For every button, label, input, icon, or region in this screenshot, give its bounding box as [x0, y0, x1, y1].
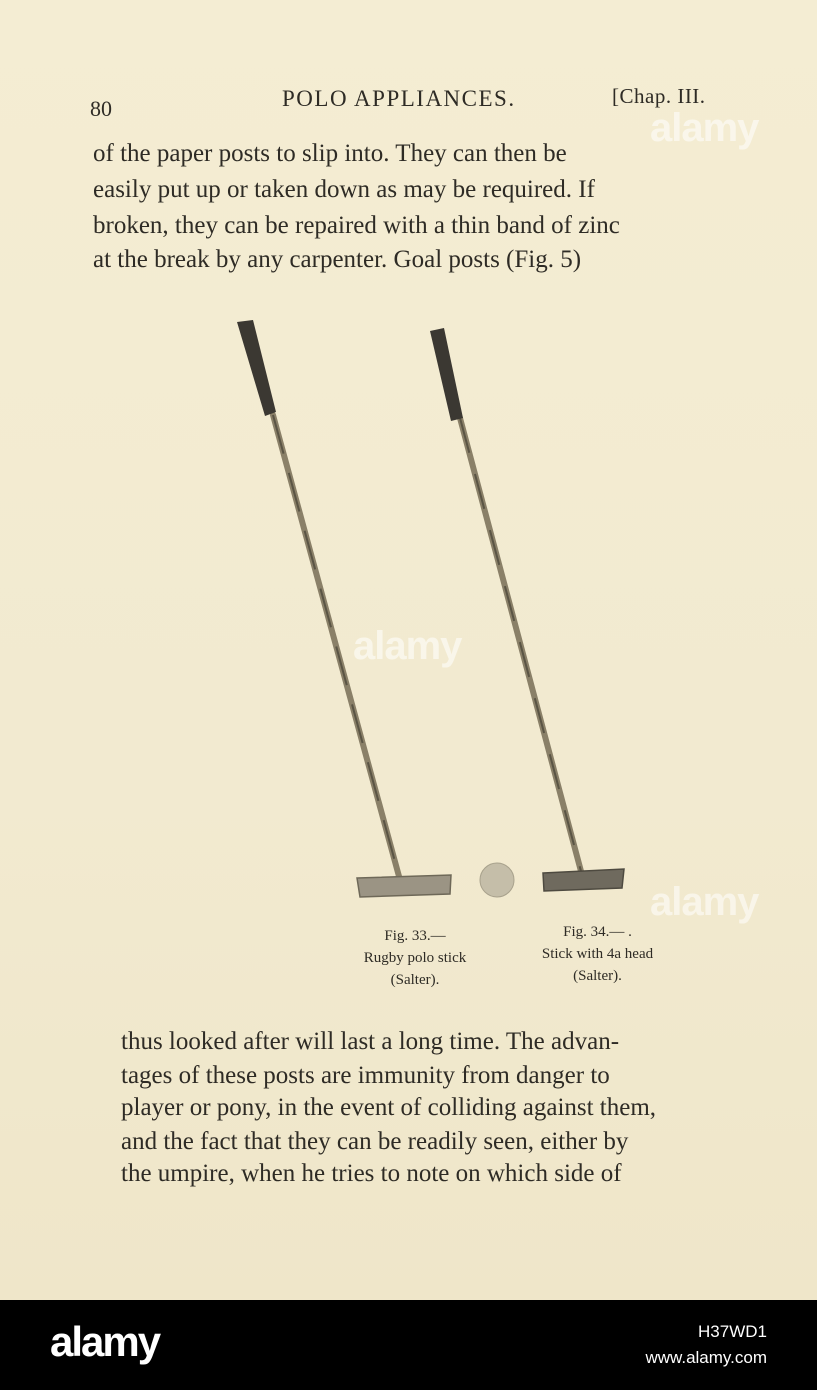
figure-title: Rugby polo stick — [363, 950, 467, 966]
running-title: POLO APPLIANCES. — [282, 86, 516, 111]
figure-title: Stick with 4a head — [541, 946, 654, 962]
stick-with-head — [430, 328, 624, 891]
text-line: thus looked after will last a long time. The advan- — [121, 1028, 620, 1055]
alamy-logo: alamy — [50, 1318, 160, 1365]
polo-ball — [480, 863, 514, 897]
text-line: tages of these posts are immunity from danger to — [121, 1062, 610, 1089]
text-line: at the break by any carpenter. Goal posts (Fig. 5) — [93, 246, 582, 273]
page-number: 80 — [90, 96, 112, 121]
text-line: the umpire, when he tries to note on which side of — [121, 1160, 622, 1187]
watermark: alamy — [650, 880, 759, 924]
text-line: player or pony, in the event of colliding against them, — [121, 1094, 657, 1121]
figure-maker: (Salter). — [390, 972, 440, 988]
figure-maker: (Salter). — [573, 968, 622, 984]
chapter-label: [Chap. III. — [612, 84, 706, 108]
figure-number: Fig. 34.— . — [563, 924, 632, 940]
text-line: of the paper posts to slip into. They can then be — [93, 140, 567, 167]
text-line: and the fact that they can be readily seen, either by — [121, 1128, 629, 1155]
text-line: broken, they can be repaired with a thin band of zinc — [93, 212, 620, 239]
rugby-polo-stick — [237, 320, 451, 897]
polo-sticks-svg — [0, 300, 817, 920]
figure-34-caption — [515, 921, 680, 987]
polo-sticks-illustration — [0, 300, 817, 920]
figure-33-caption — [340, 925, 490, 991]
watermark: alamy — [353, 624, 462, 668]
figure-number: Fig. 33.— — [384, 928, 446, 944]
site-url[interactable]: www.alamy.com — [645, 1348, 767, 1367]
image-id: H37WD1 — [698, 1322, 767, 1341]
watermark: alamy — [650, 106, 759, 150]
text-line: easily put up or taken down as may be required. If — [93, 176, 595, 203]
stock-footer-bar — [0, 1300, 817, 1390]
